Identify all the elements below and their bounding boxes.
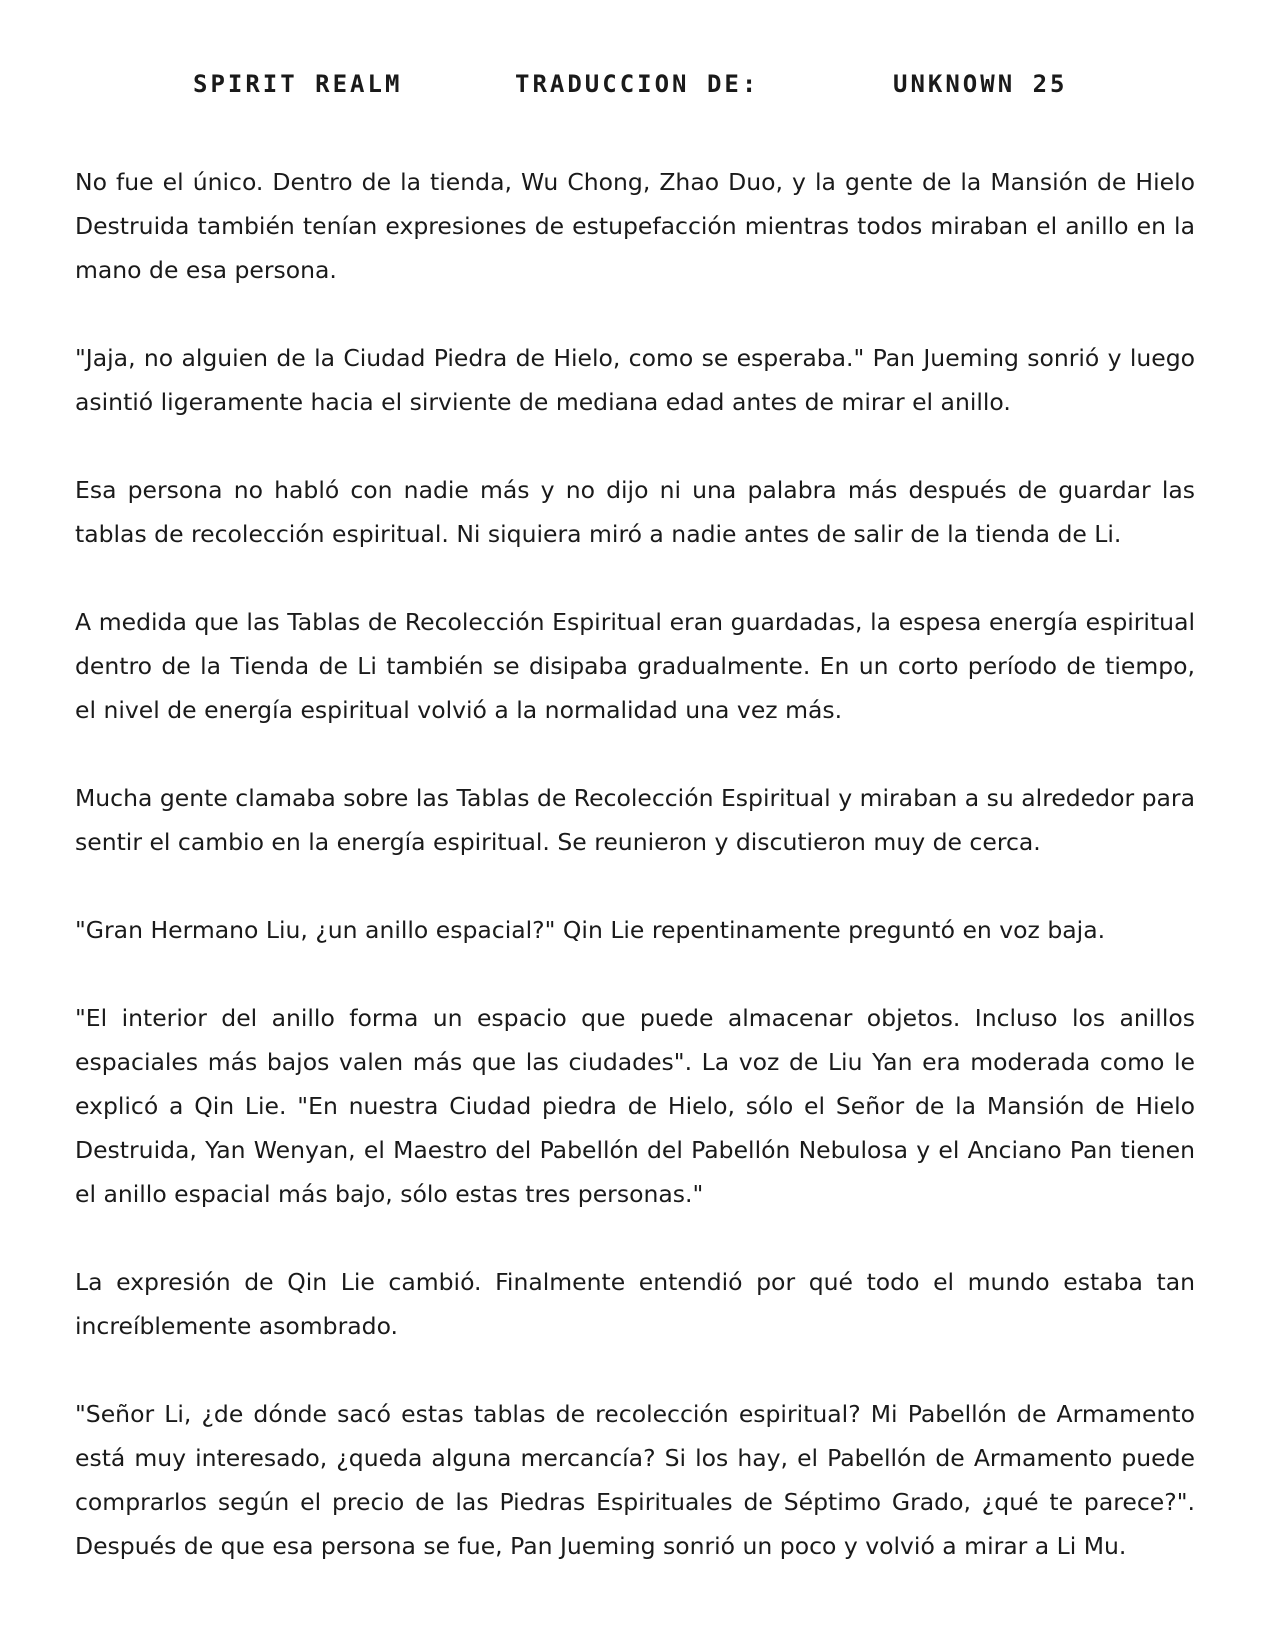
paragraph: Mucha gente clamaba sobre las Tablas de Recolección Espiritual y miraban a su alrededor para sentir el cambio en la energía espiritual. Se reunieron y discutieron muy de cerca.	[75, 784, 1195, 856]
chapter-body	[75, 160, 1195, 1568]
novel-title: SPIRIT REALM	[193, 70, 403, 98]
translator-name: UNKNOWN 25	[893, 70, 1068, 98]
translation-label: TRADUCCION DE:	[515, 70, 760, 98]
paragraph: La expresión de Qin Lie cambió. Finalmente entendió por qué todo el mundo estaba tan increíblemente asombrado.	[75, 1268, 1195, 1340]
paragraph: "Gran Hermano Liu, ¿un anillo espacial?" Qin Lie repentinamente preguntó en voz baja.	[75, 916, 1106, 944]
paragraph: "El interior del anillo forma un espacio que puede almacenar objetos. Incluso los anillos espaciales más bajos valen más que las ciudades". La voz de Liu Yan era moderada como le explicó a Qin Lie. "En nuestra Ciudad piedra de Hielo, sólo el Señor de la Mansión de Hielo Destruida, Yan Wenyan, el Maestro del Pabellón del Pabellón Nebulosa y el Anciano Pan tienen el anillo espacial más bajo, sólo estas tres personas."	[75, 1004, 1195, 1208]
paragraph: Esa persona no habló con nadie más y no dijo ni una palabra más después de guardar las tablas de recolección espiritual. Ni siquiera miró a nadie antes de salir de la tienda de Li.	[75, 476, 1195, 548]
paragraph: No fue el único. Dentro de la tienda, Wu Chong, Zhao Duo, y la gente de la Mansión de Hielo Destruida también tenían expresiones de estupefacción mientras todos miraban el anillo en la mano de esa persona.	[75, 168, 1195, 284]
page-header	[0, 70, 1275, 110]
paragraph: A medida que las Tablas de Recolección Espiritual eran guardadas, la espesa energía espiritual dentro de la Tienda de Li también se disipaba gradualmente. En un corto período de tiempo, el nivel de energía espiritual volvió a la normalidad una vez más.	[75, 608, 1195, 724]
paragraph: "Señor Li, ¿de dónde sacó estas tablas de recolección espiritual? Mi Pabellón de Armamento está muy interesado, ¿queda alguna mercancía? Si los hay, el Pabellón de Armamento puede comprarlos según el precio de las Piedras Espirituales de Séptimo Grado, ¿qué te parece?". Después de que esa persona se fue, Pan Jueming sonrió un poco y volvió a mirar a Li Mu.	[75, 1400, 1195, 1560]
paragraph: "Jaja, no alguien de la Ciudad Piedra de Hielo, como se esperaba." Pan Jueming sonrió y luego asintió ligeramente hacia el sirviente de mediana edad antes de mirar el anillo.	[75, 344, 1195, 416]
